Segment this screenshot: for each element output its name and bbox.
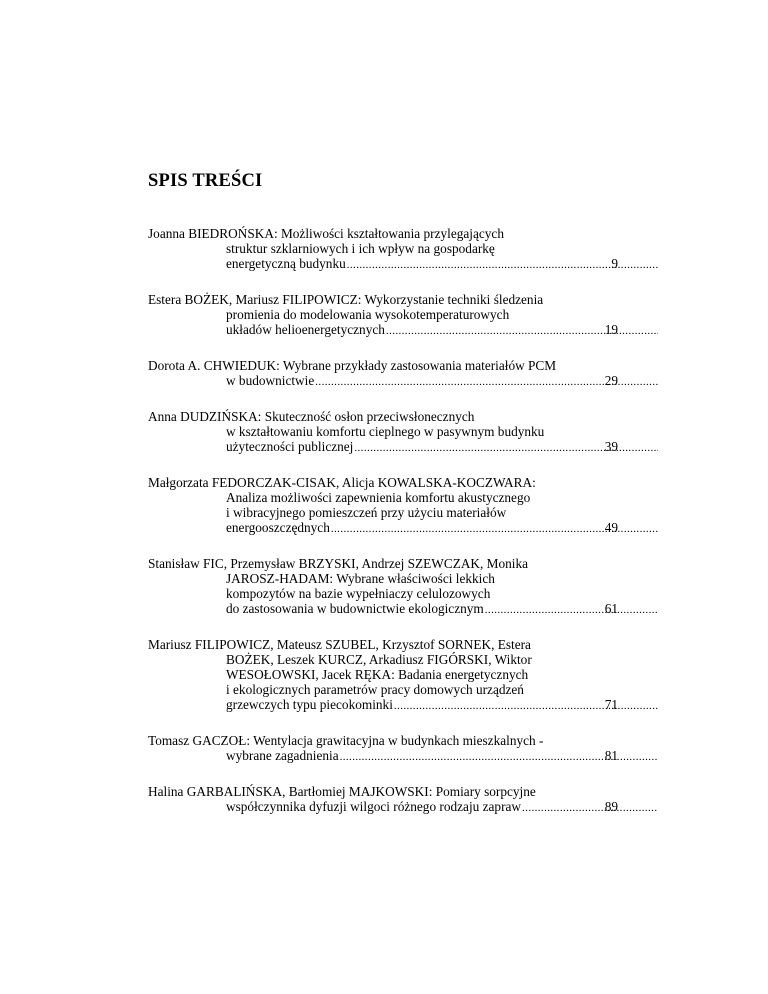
- entry-line: Anna DUDZIŃSKA: Skuteczność osłon przeciwsłonecznych: [148, 409, 475, 424]
- entry-line: Mariusz FILIPOWICZ, Mateusz SZUBEL, Krzysztof SORNEK, Estera: [148, 637, 531, 652]
- toc-entry: [148, 409, 618, 454]
- entry-line: struktur szklarniowych i ich wpływ na gospodarkę: [226, 241, 495, 256]
- entry-line: JAROSZ-HADAM: Wybrane właściwości lekkich: [226, 571, 495, 586]
- entry-line: BOŻEK, Leszek KURCZ, Arkadiusz FIGÓRSKI, Wiktor: [226, 652, 532, 667]
- page-number: 29: [604, 373, 618, 388]
- entry-line: Małgorzata FEDORCZAK-CISAK, Alicja KOWALSKA-KOCZWARA:: [148, 475, 536, 490]
- entry-line: Joanna BIEDROŃSKA: Możliwości kształtowania przylegających: [148, 226, 504, 241]
- page-number: 89: [604, 799, 618, 814]
- entry-line: Halina GARBALIŃSKA, Bartłomiej MAJKOWSKI: Pomiary sorpcyjne: [148, 784, 536, 799]
- entry-line: użyteczności publicznej: [226, 439, 354, 454]
- page-number: 61: [604, 601, 618, 616]
- toc-entry: [148, 556, 618, 616]
- entry-line: Dorota A. CHWIEDUK: Wybrane przykłady zastosowania materiałów PCM: [148, 358, 557, 373]
- entry-last-line: [148, 748, 658, 763]
- page-number: 81: [604, 748, 618, 763]
- entry-last-line: [148, 439, 658, 454]
- entry-last-line: [148, 697, 658, 712]
- dot-leader: [393, 699, 658, 712]
- entry-line: Stanisław FIC, Przemysław BRZYSKI, Andrzej SZEWCZAK, Monika: [148, 556, 529, 571]
- page-number: 71: [604, 697, 618, 712]
- entry-line: układów helioenergetycznych: [226, 322, 385, 337]
- toc-entry: [148, 475, 618, 535]
- page-number: 19: [604, 322, 618, 337]
- page-number: 39: [604, 439, 618, 454]
- page-number: 9: [611, 256, 618, 271]
- entry-line: grzewczych typu piecokominki: [226, 697, 393, 712]
- entry-line: Estera BOŻEK, Mariusz FILIPOWICZ: Wykorzystanie techniki śledzenia: [148, 292, 544, 307]
- entry-line: energetyczną budynku: [226, 256, 346, 271]
- entry-line: energooszczędnych: [226, 520, 330, 535]
- entry-last-line: [148, 799, 658, 814]
- toc-entry: [148, 358, 618, 388]
- table-of-contents: [148, 226, 618, 835]
- entry-line: i wibracyjnego pomieszczeń przy użyciu materiałów: [226, 505, 507, 520]
- page-title: SPIS TREŚCI: [148, 171, 263, 191]
- entry-last-line: [148, 322, 658, 337]
- entry-line: Tomasz GACZOŁ: Wentylacja grawitacyjna w budynkach mieszkalnych -: [148, 733, 544, 748]
- entry-line: współczynnika dyfuzji wilgoci różnego rodzaju zapraw: [226, 799, 522, 814]
- entry-line: WESOŁOWSKI, Jacek RĘKA: Badania energetycznych: [226, 667, 529, 682]
- toc-entry: [148, 733, 618, 763]
- toc-entry: [148, 784, 618, 814]
- entry-last-line: [148, 256, 658, 271]
- entry-last-line: [148, 520, 658, 535]
- page-number: 49: [604, 520, 618, 535]
- dot-leader: [484, 603, 658, 616]
- entry-line: Analiza możliwości zapewnienia komfortu akustycznego: [226, 490, 531, 505]
- entry-line: i ekologicznych parametrów pracy domowych urządzeń: [226, 682, 524, 697]
- toc-entry: [148, 637, 618, 712]
- entry-line: kompozytów na bazie wypełniaczy celulozowych: [226, 586, 491, 601]
- entry-line: w budownictwie: [226, 373, 315, 388]
- entry-last-line: [148, 601, 658, 616]
- entry-line: wybrane zagadnienia: [226, 748, 339, 763]
- entry-line: do zastosowania w budownictwie ekologicznym: [226, 601, 484, 616]
- entry-last-line: [148, 373, 658, 388]
- toc-entry: [148, 292, 618, 337]
- toc-entry: [148, 226, 618, 271]
- entry-line: w kształtowaniu komfortu cieplnego w pasywnym budynku: [226, 424, 545, 439]
- entry-line: promienia do modelowania wysokotemperaturowych: [226, 307, 510, 322]
